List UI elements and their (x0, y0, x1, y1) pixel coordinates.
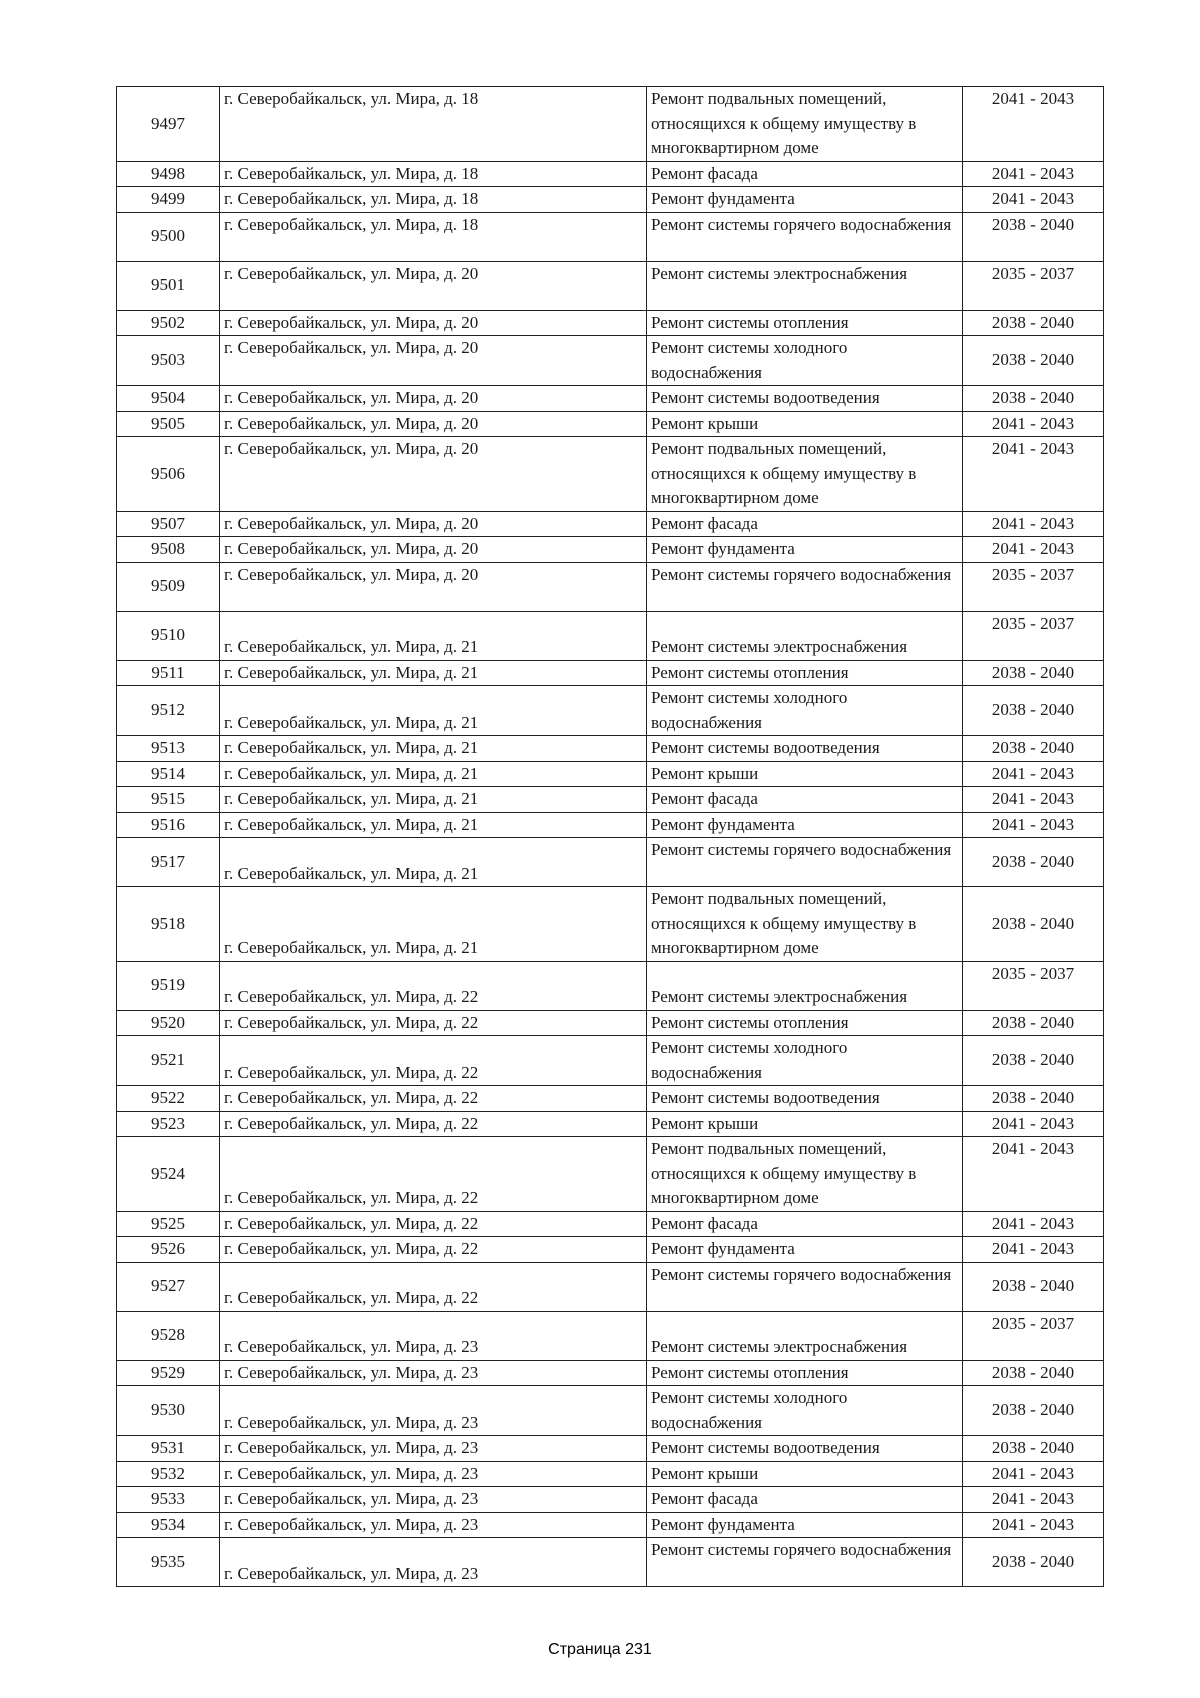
address-cell: г. Северобайкальск, ул. Мира, д. 23 (220, 1311, 647, 1360)
row-number: 9515 (117, 787, 220, 813)
address-cell: г. Северобайкальск, ул. Мира, д. 22 (220, 1137, 647, 1212)
row-number: 9534 (117, 1512, 220, 1538)
period-cell: 2035 - 2037 (963, 562, 1104, 611)
row-number: 9533 (117, 1487, 220, 1513)
address-cell: г. Северобайкальск, ул. Мира, д. 22 (220, 961, 647, 1010)
address-cell: г. Северобайкальск, ул. Мира, д. 21 (220, 812, 647, 838)
table-row (117, 562, 1104, 611)
address-cell: г. Северобайкальск, ул. Мира, д. 20 (220, 336, 647, 386)
row-number: 9519 (117, 961, 220, 1010)
row-number: 9530 (117, 1386, 220, 1436)
period-cell: 2038 - 2040 (963, 838, 1104, 887)
work-type-cell: Ремонт фасада (647, 1211, 963, 1237)
row-number: 9518 (117, 887, 220, 962)
table-row (117, 161, 1104, 187)
work-type-cell: Ремонт крыши (647, 1111, 963, 1137)
period-cell: 2038 - 2040 (963, 1036, 1104, 1086)
table-row (117, 386, 1104, 412)
address-cell: г. Северобайкальск, ул. Мира, д. 23 (220, 1512, 647, 1538)
row-number: 9535 (117, 1538, 220, 1587)
table-row (117, 887, 1104, 962)
table-row (117, 1436, 1104, 1462)
period-cell: 2041 - 2043 (963, 1487, 1104, 1513)
work-type-cell: Ремонт фундамента (647, 1512, 963, 1538)
period-cell: 2041 - 2043 (963, 1461, 1104, 1487)
table-row (117, 336, 1104, 386)
period-cell: 2035 - 2037 (963, 961, 1104, 1010)
work-type-cell: Ремонт системы электроснабжения (647, 1311, 963, 1360)
period-cell: 2041 - 2043 (963, 161, 1104, 187)
row-number: 9521 (117, 1036, 220, 1086)
table-row (117, 511, 1104, 537)
period-cell: 2038 - 2040 (963, 887, 1104, 962)
period-cell: 2041 - 2043 (963, 1237, 1104, 1263)
work-type-cell: Ремонт системы электроснабжения (647, 611, 963, 660)
work-type-cell: Ремонт системы водоотведения (647, 736, 963, 762)
row-number: 9527 (117, 1262, 220, 1311)
address-cell: г. Северобайкальск, ул. Мира, д. 21 (220, 611, 647, 660)
address-cell: г. Северобайкальск, ул. Мира, д. 22 (220, 1086, 647, 1112)
work-type-cell: Ремонт системы водоотведения (647, 1086, 963, 1112)
table-row (117, 537, 1104, 563)
work-type-cell: Ремонт фундамента (647, 812, 963, 838)
work-type-cell: Ремонт подвальных помещений, относящихся к общему имуществу в многоквартирном доме (647, 437, 963, 512)
table-row (117, 1461, 1104, 1487)
table-row (117, 787, 1104, 813)
table-row (117, 1487, 1104, 1513)
address-cell: г. Северобайкальск, ул. Мира, д. 20 (220, 386, 647, 412)
repair-schedule-table (116, 86, 1104, 1587)
table-row (117, 1237, 1104, 1263)
row-number: 9528 (117, 1311, 220, 1360)
table-row (117, 437, 1104, 512)
work-type-cell: Ремонт системы водоотведения (647, 386, 963, 412)
period-cell: 2041 - 2043 (963, 87, 1104, 162)
row-number: 9520 (117, 1010, 220, 1036)
row-number: 9525 (117, 1211, 220, 1237)
row-number: 9526 (117, 1237, 220, 1263)
work-type-cell: Ремонт системы горячего водоснабжения (647, 838, 963, 887)
period-cell: 2041 - 2043 (963, 411, 1104, 437)
table-row (117, 87, 1104, 162)
table-row (117, 1512, 1104, 1538)
address-cell: г. Северобайкальск, ул. Мира, д. 21 (220, 660, 647, 686)
address-cell: г. Северобайкальск, ул. Мира, д. 23 (220, 1360, 647, 1386)
address-cell: г. Северобайкальск, ул. Мира, д. 21 (220, 787, 647, 813)
period-cell: 2041 - 2043 (963, 812, 1104, 838)
table-row (117, 686, 1104, 736)
work-type-cell: Ремонт системы отопления (647, 310, 963, 336)
address-cell: г. Северобайкальск, ул. Мира, д. 21 (220, 736, 647, 762)
work-type-cell: Ремонт системы холодного водоснабжения (647, 686, 963, 736)
table-row (117, 187, 1104, 213)
row-number: 9517 (117, 838, 220, 887)
table-row (117, 310, 1104, 336)
table-row (117, 1360, 1104, 1386)
table-row (117, 1137, 1104, 1212)
row-number: 9503 (117, 336, 220, 386)
work-type-cell: Ремонт подвальных помещений, относящихся к общему имуществу в многоквартирном доме (647, 887, 963, 962)
table-row (117, 1086, 1104, 1112)
row-number: 9524 (117, 1137, 220, 1212)
row-number: 9506 (117, 437, 220, 512)
table-row (117, 1036, 1104, 1086)
work-type-cell: Ремонт системы горячего водоснабжения (647, 562, 963, 611)
work-type-cell: Ремонт фундамента (647, 1237, 963, 1263)
work-type-cell: Ремонт системы отопления (647, 660, 963, 686)
table-body (117, 87, 1104, 1587)
address-cell: г. Северобайкальск, ул. Мира, д. 23 (220, 1538, 647, 1587)
work-type-cell: Ремонт системы холодного водоснабжения (647, 336, 963, 386)
address-cell: г. Северобайкальск, ул. Мира, д. 20 (220, 511, 647, 537)
work-type-cell: Ремонт фундамента (647, 537, 963, 563)
address-cell: г. Северобайкальск, ул. Мира, д. 23 (220, 1386, 647, 1436)
work-type-cell: Ремонт фасада (647, 787, 963, 813)
table-row (117, 1010, 1104, 1036)
work-type-cell: Ремонт системы электроснабжения (647, 261, 963, 310)
work-type-cell: Ремонт подвальных помещений, относящихся к общему имуществу в многоквартирном доме (647, 1137, 963, 1212)
period-cell: 2038 - 2040 (963, 386, 1104, 412)
row-number: 9531 (117, 1436, 220, 1462)
table-row (117, 261, 1104, 310)
work-type-cell: Ремонт системы отопления (647, 1010, 963, 1036)
row-number: 9514 (117, 761, 220, 787)
period-cell: 2038 - 2040 (963, 1010, 1104, 1036)
table-row (117, 1262, 1104, 1311)
row-number: 9497 (117, 87, 220, 162)
work-type-cell: Ремонт фундамента (647, 187, 963, 213)
table-row (117, 1211, 1104, 1237)
period-cell: 2035 - 2037 (963, 261, 1104, 310)
table-row (117, 660, 1104, 686)
row-number: 9516 (117, 812, 220, 838)
work-type-cell: Ремонт крыши (647, 411, 963, 437)
row-number: 9501 (117, 261, 220, 310)
period-cell: 2038 - 2040 (963, 1262, 1104, 1311)
period-cell: 2038 - 2040 (963, 686, 1104, 736)
address-cell: г. Северобайкальск, ул. Мира, д. 20 (220, 261, 647, 310)
row-number: 9509 (117, 562, 220, 611)
row-number: 9505 (117, 411, 220, 437)
row-number: 9507 (117, 511, 220, 537)
work-type-cell: Ремонт крыши (647, 1461, 963, 1487)
address-cell: г. Северобайкальск, ул. Мира, д. 18 (220, 87, 647, 162)
row-number: 9508 (117, 537, 220, 563)
row-number: 9504 (117, 386, 220, 412)
address-cell: г. Северобайкальск, ул. Мира, д. 23 (220, 1461, 647, 1487)
table-row (117, 1111, 1104, 1137)
period-cell: 2041 - 2043 (963, 187, 1104, 213)
period-cell: 2041 - 2043 (963, 437, 1104, 512)
work-type-cell: Ремонт системы водоотведения (647, 1436, 963, 1462)
row-number: 9500 (117, 212, 220, 261)
work-type-cell: Ремонт фасада (647, 161, 963, 187)
row-number: 9510 (117, 611, 220, 660)
period-cell: 2038 - 2040 (963, 1360, 1104, 1386)
address-cell: г. Северобайкальск, ул. Мира, д. 22 (220, 1211, 647, 1237)
period-cell: 2038 - 2040 (963, 1436, 1104, 1462)
table-row (117, 411, 1104, 437)
period-cell: 2038 - 2040 (963, 736, 1104, 762)
table-row (117, 736, 1104, 762)
work-type-cell: Ремонт фасада (647, 511, 963, 537)
work-type-cell: Ремонт крыши (647, 761, 963, 787)
work-type-cell: Ремонт системы холодного водоснабжения (647, 1036, 963, 1086)
period-cell: 2041 - 2043 (963, 1137, 1104, 1212)
row-number: 9511 (117, 660, 220, 686)
address-cell: г. Северобайкальск, ул. Мира, д. 22 (220, 1036, 647, 1086)
address-cell: г. Северобайкальск, ул. Мира, д. 20 (220, 411, 647, 437)
page-number: Страница 231 (548, 1641, 652, 1658)
period-cell: 2038 - 2040 (963, 336, 1104, 386)
address-cell: г. Северобайкальск, ул. Мира, д. 22 (220, 1010, 647, 1036)
period-cell: 2038 - 2040 (963, 1386, 1104, 1436)
address-cell: г. Северобайкальск, ул. Мира, д. 21 (220, 686, 647, 736)
row-number: 9522 (117, 1086, 220, 1112)
address-cell: г. Северобайкальск, ул. Мира, д. 20 (220, 437, 647, 512)
table-row (117, 761, 1104, 787)
address-cell: г. Северобайкальск, ул. Мира, д. 20 (220, 562, 647, 611)
row-number: 9498 (117, 161, 220, 187)
address-cell: г. Северобайкальск, ул. Мира, д. 22 (220, 1111, 647, 1137)
row-number: 9529 (117, 1360, 220, 1386)
period-cell: 2041 - 2043 (963, 1512, 1104, 1538)
address-cell: г. Северобайкальск, ул. Мира, д. 22 (220, 1262, 647, 1311)
work-type-cell: Ремонт системы холодного водоснабжения (647, 1386, 963, 1436)
table-row (117, 212, 1104, 261)
table-row (117, 1311, 1104, 1360)
table-row (117, 838, 1104, 887)
period-cell: 2041 - 2043 (963, 511, 1104, 537)
address-cell: г. Северобайкальск, ул. Мира, д. 22 (220, 1237, 647, 1263)
work-type-cell: Ремонт системы горячего водоснабжения (647, 212, 963, 261)
period-cell: 2041 - 2043 (963, 537, 1104, 563)
period-cell: 2038 - 2040 (963, 1086, 1104, 1112)
table-row (117, 611, 1104, 660)
work-type-cell: Ремонт системы горячего водоснабжения (647, 1262, 963, 1311)
row-number: 9513 (117, 736, 220, 762)
period-cell: 2035 - 2037 (963, 1311, 1104, 1360)
table-row (117, 1386, 1104, 1436)
period-cell: 2041 - 2043 (963, 1111, 1104, 1137)
address-cell: г. Северобайкальск, ул. Мира, д. 21 (220, 761, 647, 787)
address-cell: г. Северобайкальск, ул. Мира, д. 20 (220, 537, 647, 563)
table-row (117, 961, 1104, 1010)
table-row (117, 812, 1104, 838)
row-number: 9523 (117, 1111, 220, 1137)
period-cell: 2041 - 2043 (963, 761, 1104, 787)
period-cell: 2038 - 2040 (963, 660, 1104, 686)
period-cell: 2038 - 2040 (963, 1538, 1104, 1587)
table-row (117, 1538, 1104, 1587)
period-cell: 2041 - 2043 (963, 787, 1104, 813)
work-type-cell: Ремонт системы электроснабжения (647, 961, 963, 1010)
address-cell: г. Северобайкальск, ул. Мира, д. 20 (220, 310, 647, 336)
row-number: 9532 (117, 1461, 220, 1487)
period-cell: 2041 - 2043 (963, 1211, 1104, 1237)
address-cell: г. Северобайкальск, ул. Мира, д. 23 (220, 1436, 647, 1462)
period-cell: 2038 - 2040 (963, 310, 1104, 336)
work-type-cell: Ремонт системы отопления (647, 1360, 963, 1386)
row-number: 9502 (117, 310, 220, 336)
address-cell: г. Северобайкальск, ул. Мира, д. 18 (220, 187, 647, 213)
work-type-cell: Ремонт системы горячего водоснабжения (647, 1538, 963, 1587)
period-cell: 2035 - 2037 (963, 611, 1104, 660)
address-cell: г. Северобайкальск, ул. Мира, д. 21 (220, 838, 647, 887)
work-type-cell: Ремонт фасада (647, 1487, 963, 1513)
row-number: 9499 (117, 187, 220, 213)
address-cell: г. Северобайкальск, ул. Мира, д. 18 (220, 161, 647, 187)
period-cell: 2038 - 2040 (963, 212, 1104, 261)
address-cell: г. Северобайкальск, ул. Мира, д. 18 (220, 212, 647, 261)
address-cell: г. Северобайкальск, ул. Мира, д. 23 (220, 1487, 647, 1513)
work-type-cell: Ремонт подвальных помещений, относящихся к общему имуществу в многоквартирном доме (647, 87, 963, 162)
address-cell: г. Северобайкальск, ул. Мира, д. 21 (220, 887, 647, 962)
row-number: 9512 (117, 686, 220, 736)
